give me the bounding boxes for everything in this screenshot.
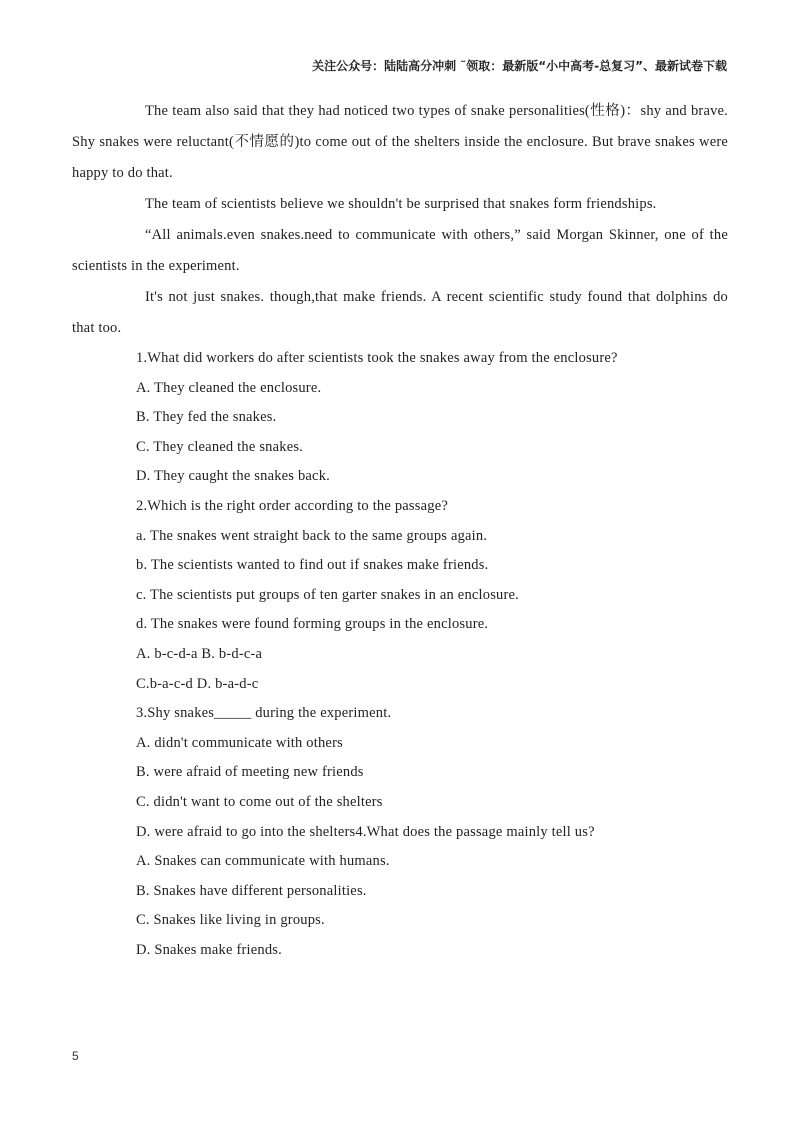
question-2: 2.Which is the right order according to the passage? — [136, 497, 448, 514]
question-3-option-c: C. didn't want to come out of the shelters — [136, 793, 383, 810]
question-3: 3.Shy snakes_____ during the experiment. — [136, 705, 392, 722]
question-1-option-c: C. They cleaned the snakes. — [136, 438, 303, 455]
question-4-option-b: B. Snakes have different personalities. — [136, 882, 367, 899]
question-2-options-ab: A. b-c-d-a B. b-d-c-a — [136, 645, 263, 662]
question-3-option-d-and-question-4: D. were afraid to go into the shelters4.What does the passage mainly tell us? — [136, 823, 595, 840]
question-4-option-c: C. Snakes like living in groups. — [136, 912, 325, 929]
question-1: 1.What did workers do after scientists took the snakes away from the enclosure? — [136, 350, 618, 366]
question-4-option-a: A. Snakes can communicate with humans. — [136, 853, 390, 870]
page-header: 关注公众号：陆陆高分冲刺 ˜领取：最新版“小中高考-总复习”、最新试卷下载 — [312, 59, 727, 73]
question-1-option-b: B. They fed the snakes. — [136, 409, 277, 426]
question-2-item-b: b. The scientists wanted to find out if snakes make friends. — [136, 557, 489, 574]
question-3-option-b: B. were afraid of meeting new friends — [136, 764, 364, 781]
question-4-option-d: D. Snakes make friends. — [136, 941, 282, 958]
page-number: 5 — [72, 1049, 79, 1063]
passage-paragraph: The team of scientists believe we shouldn't be surprised that snakes form friendships. — [145, 196, 657, 212]
question-2-item-c: c. The scientists put groups of ten garter snakes in an enclosure. — [136, 586, 519, 603]
question-1-option-a: A. They cleaned the enclosure. — [136, 379, 322, 396]
passage-paragraph: It's not just snakes. though,that make friends. A recent scientific study found that dolphins do that too. — [72, 289, 728, 336]
question-2-options-cd: C.b-a-c-d D. b-a-d-c — [136, 675, 259, 692]
document-body — [72, 96, 728, 965]
question-2-item-d: d. The snakes were found forming groups in the enclosure. — [136, 616, 489, 633]
passage-paragraph: “All animals.even snakes.need to communicate with others,” said Morgan Skinner, one of the scientists in the experiment. — [72, 227, 728, 274]
question-1-option-d: D. They caught the snakes back. — [136, 468, 330, 485]
questions-section — [72, 344, 728, 965]
question-2-item-a: a. The snakes went straight back to the same groups again. — [136, 527, 488, 544]
question-3-option-a: A. didn't communicate with others — [136, 734, 343, 751]
passage-paragraph: The team also said that they had noticed two types of snake personalities(性格)：shy and brave. Shy snakes were reluctant(不情愿的)to come out of the shelters inside the enclosure. But brave snakes were happy to do that. — [72, 103, 728, 181]
